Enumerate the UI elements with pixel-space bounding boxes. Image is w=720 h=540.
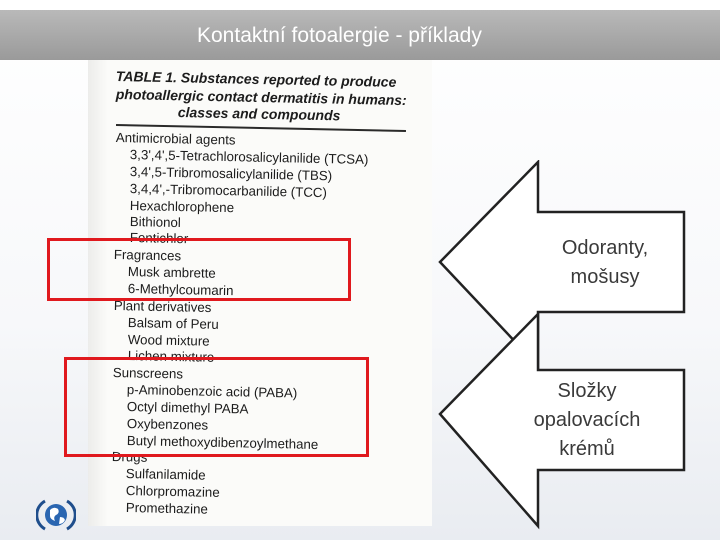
table-row: Antimicrobial agents: [115, 130, 236, 148]
table-row: Octyl dimethyl PABA: [126, 399, 249, 417]
table-row: 3,3',4',5-Tetrachlorosalicylanilide (TCSA): [129, 147, 369, 167]
table-row: Lichen mixture: [127, 348, 215, 365]
callout-fragrance-text: [530, 234, 680, 292]
table-row: Bithionol: [129, 214, 182, 231]
table-row: Plant derivatives: [113, 298, 212, 316]
callout-fragrance-line-1: Odoranty,: [561, 237, 649, 259]
table-row: 6-Methylcoumarin: [127, 281, 234, 299]
table-row: Balsam of Peru: [127, 315, 219, 332]
callout-fragrance-line-2: mošusy: [570, 266, 640, 288]
table-row: Drugs: [111, 449, 148, 465]
table-row: Fragrances: [113, 247, 182, 264]
table-row: Sunscreens: [112, 365, 184, 382]
table-row: Oxybenzones: [126, 416, 209, 433]
table-heading-line-1: TABLE 1. Substances reported to produce: [115, 68, 397, 90]
callout-sunscreen-line-1: Složky: [557, 380, 617, 402]
table-row: Sulfanilamide: [125, 466, 206, 483]
table-row: 3,4',5-Tribromosalicylanilide (TBS): [129, 164, 333, 184]
table-row: Fentichlor: [129, 230, 189, 247]
table-row: Promethazine: [125, 500, 209, 517]
callout-sunscreen-line-2: opalovacích: [533, 409, 641, 431]
table-row: Musk ambrette: [127, 264, 216, 281]
callout-sunscreen-text: [512, 377, 662, 464]
table-heading-line-2: photoallergic contact dermatitis in humans:: [115, 86, 407, 109]
table-row: Butyl methoxydibenzoylmethane: [126, 433, 319, 453]
table-heading-line-3: classes and compounds: [177, 104, 341, 124]
table-row: Hexachlorophene: [129, 198, 235, 216]
table-row: Wood mixture: [127, 332, 210, 349]
sunscreens-highlight-box: [64, 357, 369, 457]
callout-sunscreen-line-3: krémů: [559, 438, 615, 460]
table-row: Chlorpromazine: [125, 483, 220, 500]
fragrances-highlight-box: [47, 238, 351, 301]
slide-title: Kontaktní fotoalergie - příklady: [197, 24, 482, 47]
table-row: 3,4,4',-Tribromocarbanilide (TCC): [129, 181, 328, 201]
globe-logo-icon: [36, 495, 76, 535]
table-row: p-Aminobenzoic acid (PABA): [126, 382, 298, 401]
